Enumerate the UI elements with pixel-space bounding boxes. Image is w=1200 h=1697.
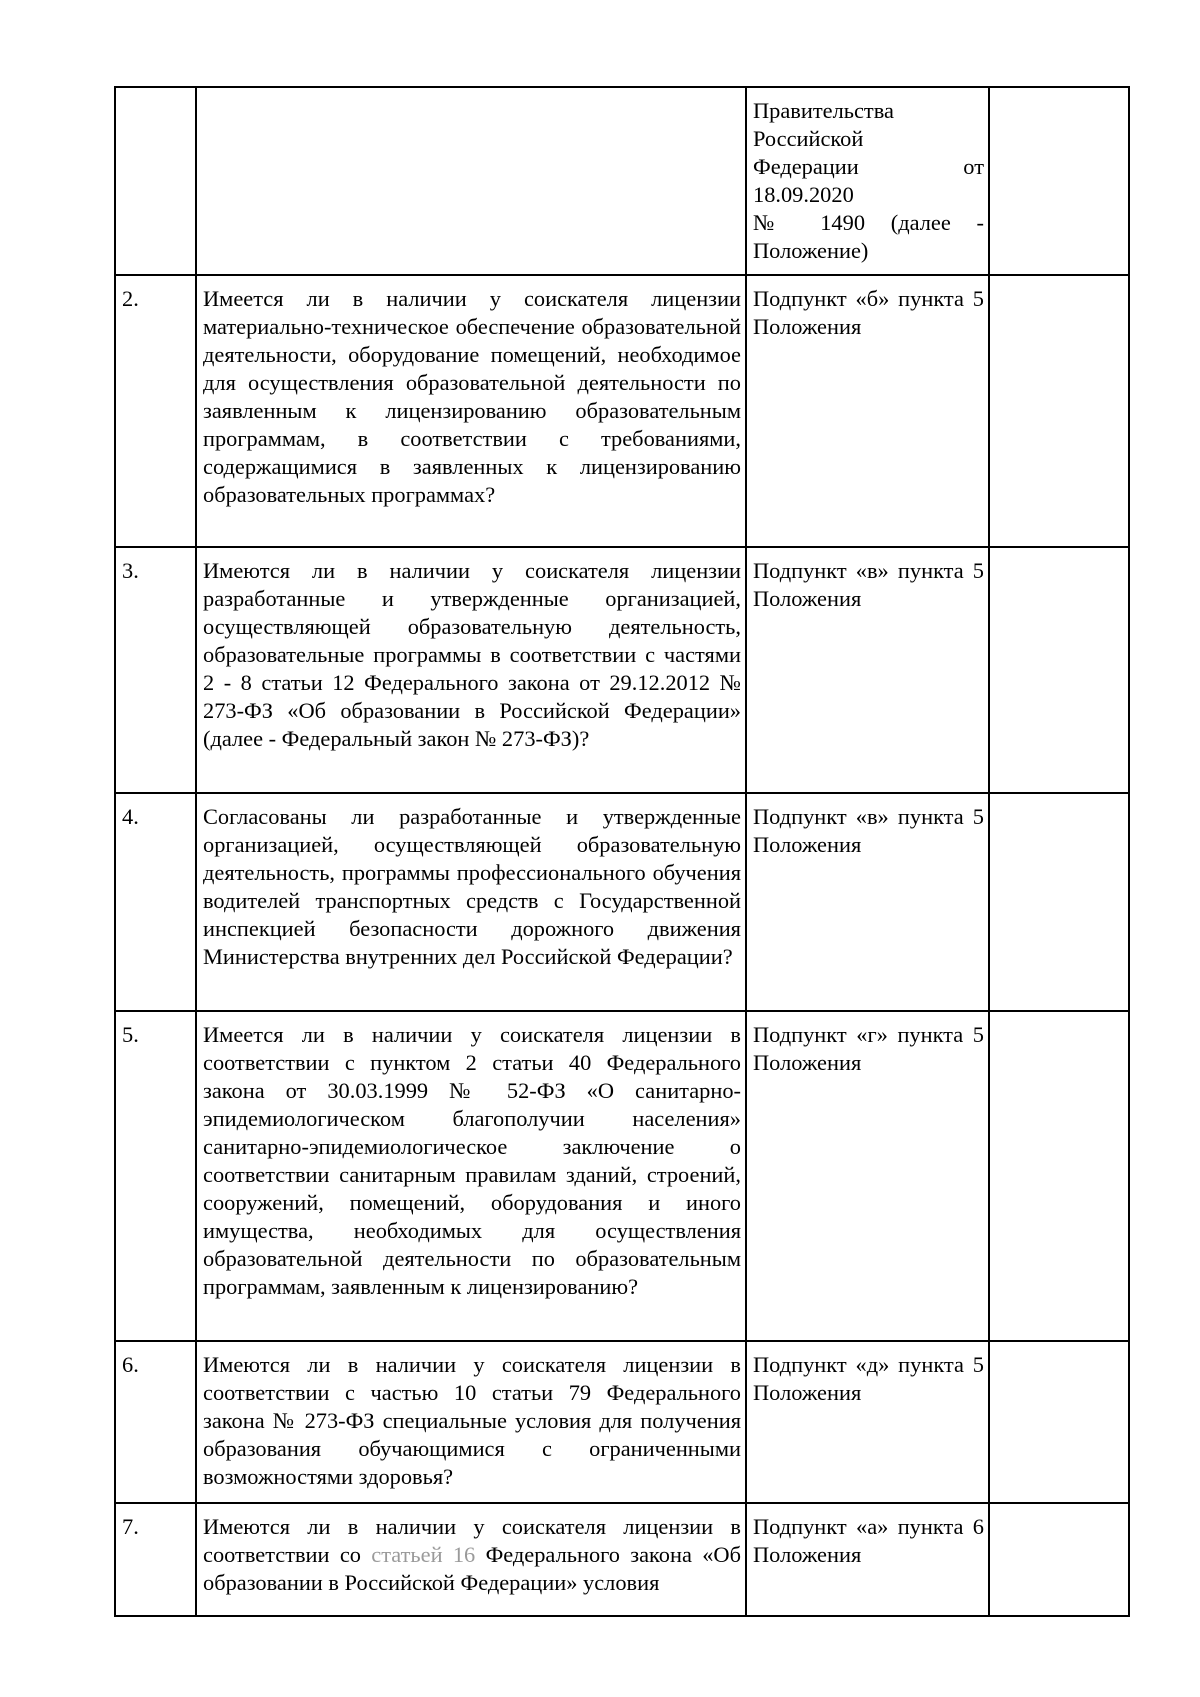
table-row xyxy=(115,1341,1129,1503)
question-cell xyxy=(196,1011,746,1341)
reference-text: Подпункт «д» пункта 5 Положения xyxy=(753,1352,984,1405)
table-row xyxy=(115,1503,1129,1616)
reference-line: 18.09.2020 xyxy=(753,182,854,207)
answer-cell xyxy=(989,1341,1129,1503)
row-number: 4. xyxy=(122,804,139,829)
row-number-cell xyxy=(115,547,196,793)
reference-cell xyxy=(746,793,989,1011)
question-text: Имеется ли в наличии у соискателя лицензии материально-техническое обеспечение образовательной деятельности, оборудование помещений, необходимое для осуществления образовательной деятельности по заявленным к лицензированию образовательным программам, в соответствии с требованиями, содержащимися в заявленных к лицензированию образовательных программах? xyxy=(203,286,741,507)
row-number-cell xyxy=(115,1011,196,1341)
row-number: 7. xyxy=(122,1514,139,1539)
faded-statute-reference: статьей 16 xyxy=(371,1542,476,1567)
question-text: Имеются ли в наличии у соискателя лицензии разработанные и утвержденные организацией, осуществляющей образовательную деятельность, образовательные программы в соответствии с частями 2 - 8 статьи 12 Федерального закона от 29.12.2012 № 273-ФЗ «Об образовании в Российской Федерации» (далее - Федеральный закон № 273-ФЗ)? xyxy=(203,558,741,751)
table-row xyxy=(115,275,1129,547)
answer-cell xyxy=(989,275,1129,547)
reference-line: Правительства xyxy=(753,98,894,123)
reference-text: Подпункт «а» пункта 6 Положения xyxy=(753,1514,984,1567)
question-text-part: Имеются ли в наличии у соискателя лицензии в соответствии со xyxy=(203,1514,741,1567)
row-number: 6. xyxy=(122,1352,139,1377)
reference-line: Российской xyxy=(753,126,864,151)
answer-cell xyxy=(989,547,1129,793)
answer-cell xyxy=(989,87,1129,275)
reference-cell xyxy=(746,547,989,793)
row-number-cell xyxy=(115,793,196,1011)
question-cell xyxy=(196,793,746,1011)
answer-cell xyxy=(989,793,1129,1011)
question-cell xyxy=(196,1503,746,1616)
reference-text: Подпункт «в» пункта 5 Положения xyxy=(753,804,984,857)
table-row xyxy=(115,547,1129,793)
question-cell xyxy=(196,87,746,275)
reference-cell xyxy=(746,1341,989,1503)
question-cell xyxy=(196,275,746,547)
question-text xyxy=(203,1513,741,1597)
reference-cell xyxy=(746,1503,989,1616)
table-row xyxy=(115,1011,1129,1341)
answer-cell xyxy=(989,1011,1129,1341)
reference-line: Федерации от xyxy=(753,154,984,179)
reference-text: Подпункт «в» пункта 5 Положения xyxy=(753,558,984,611)
reference-cell xyxy=(746,275,989,547)
question-text: Имеется ли в наличии у соискателя лицензии в соответствии с пунктом 2 статьи 40 Федерального закона от 30.03.1999 № 52-ФЗ «О санитарно-эпидемиологическом благополучии населения» санитарно-эпидемиологическое заключение о соответствии санитарным правилам зданий, строений, сооружений, помещений, оборудования и иного имущества, необходимых для осуществления образовательной деятельности по образовательным программам, заявленным к лицензированию? xyxy=(203,1022,741,1299)
table-row xyxy=(115,87,1129,275)
row-number-cell xyxy=(115,1503,196,1616)
row-number-cell xyxy=(115,275,196,547)
question-text: Согласованы ли разработанные и утвержденные организацией, осуществляющей образовательную деятельность, программы профессионального обучения водителей транспортных средств с Государственной инспекцией безопасности дорожного движения Министерства внутренних дел Российской Федерации? xyxy=(203,804,741,969)
row-number: 2. xyxy=(122,286,139,311)
row-number: 3. xyxy=(122,558,139,583)
reference-cell xyxy=(746,1011,989,1341)
checklist-table xyxy=(114,86,1130,1617)
question-cell xyxy=(196,547,746,793)
question-text: Имеются ли в наличии у соискателя лицензии в соответствии с частью 10 статьи 79 Федерального закона № 273-ФЗ специальные условия для получения образования обучающимися с ограниченными возможностями здоровья? xyxy=(203,1352,741,1489)
row-number: 5. xyxy=(122,1022,139,1047)
reference-line: Положение) xyxy=(753,238,869,263)
row-number-cell xyxy=(115,87,196,275)
reference-line: № 1490 (далее - xyxy=(753,210,984,235)
table-row xyxy=(115,793,1129,1011)
reference-text: Подпункт «б» пункта 5 Положения xyxy=(753,286,984,339)
answer-cell xyxy=(989,1503,1129,1616)
reference-cell xyxy=(746,87,989,275)
row-number-cell xyxy=(115,1341,196,1503)
question-cell xyxy=(196,1341,746,1503)
reference-text: Подпункт «г» пункта 5 Положения xyxy=(753,1022,984,1075)
question-text-part: Федерального закона «Об образовании в Российской Федерации» условия xyxy=(203,1542,741,1595)
